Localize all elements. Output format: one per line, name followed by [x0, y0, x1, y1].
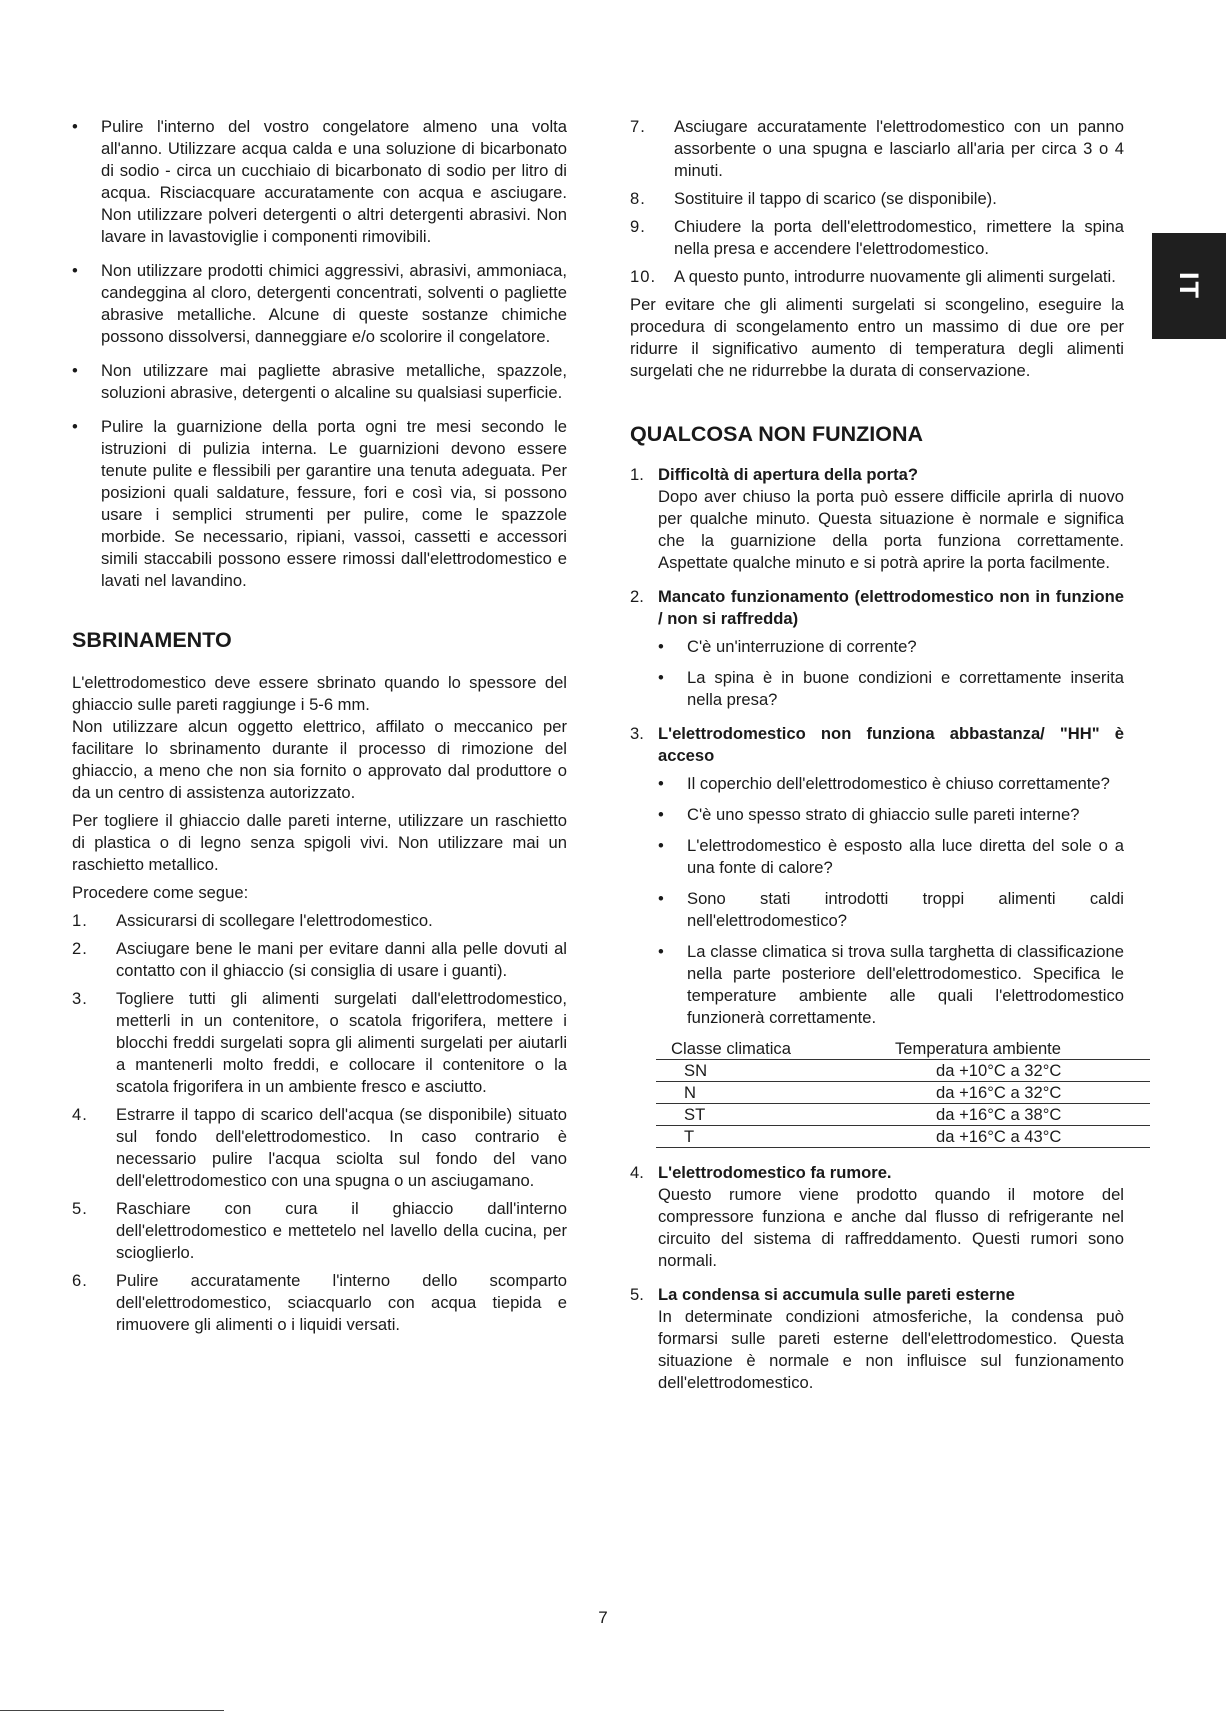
- footer-divider: [0, 1710, 224, 1711]
- list-item: [630, 116, 1124, 182]
- table-row: [656, 1104, 1150, 1126]
- problem-title: Mancato funzionamento (elettrodomestico non in funzione / non si raffredda): [658, 587, 1124, 628]
- step-text: Sostituire il tappo di scarico (se disponibile).: [674, 189, 997, 208]
- page-number: 7: [598, 1608, 608, 1627]
- section-heading-troubleshooting: QUALCOSA NON FUNZIONA: [630, 422, 924, 446]
- paragraph: Per evitare che gli alimenti surgelati si scongelino, eseguire la procedura di scongelamento entro un massimo di due ore per ridurre il significativo aumento di temperatura degli alimenti surgelati che ne ridurrebbe la durata di conservazione.: [630, 295, 1124, 380]
- paragraph: L'elettrodomestico deve essere sbrinato quando lo spessore del ghiaccio sulle pareti raggiunge i 5-6 mm.: [72, 673, 567, 714]
- paragraph: Per togliere il ghiaccio dalle pareti interne, utilizzare un raschietto di plastica o di legno senza spigoli vivi. Non utilizzare mai un raschietto metallico.: [72, 811, 567, 874]
- list-item: • Pulire l'interno del vostro congelatore almeno una volta all'anno. Utilizzare acqua calda e una soluzione di bicarbonato di sodio - circa un cucchiaio di bicarbonato di sodio per litro di acqua. Risciacquare accuratamente con acqua e asciugare. Non utilizzare polveri detergenti o altri detergenti abrasivi. Non lavare in lavastoviglie i componenti rimovibili.: [72, 116, 567, 248]
- list-item: [72, 910, 567, 932]
- list-item: • Non utilizzare mai pagliette abrasive metalliche, spazzole, soluzioni abrasive, detergenti o alcaline su qualsiasi superficie.: [72, 360, 567, 404]
- cell-temp: da +16°C a 38°C: [806, 1104, 1150, 1126]
- item-number: 3.: [630, 724, 644, 743]
- item-number: 1.: [630, 465, 644, 484]
- step-number: 1.: [72, 911, 88, 930]
- troubleshooting-list: [630, 464, 1124, 1394]
- step-number: 3.: [72, 989, 88, 1008]
- step-text: Chiudere la porta dell'elettrodomestico, rimettere la spina nella presa e accendere l'elettrodomestico.: [674, 217, 1124, 258]
- list-item: • C'è uno spesso strato di ghiaccio sulle pareti interne?: [658, 804, 1124, 826]
- left-column: [72, 116, 567, 1342]
- cell-class: SN: [656, 1060, 806, 1082]
- cell-class: T: [656, 1126, 806, 1148]
- cell-temp: da +16°C a 43°C: [806, 1126, 1150, 1148]
- step-number: 6.: [72, 1271, 88, 1290]
- step-number: 7.: [630, 117, 646, 136]
- paragraph: Procedere come segue:: [72, 883, 249, 902]
- header-climate-class: Classe climatica: [671, 1039, 791, 1058]
- step-text: Assicurarsi di scollegare l'elettrodomestico.: [116, 911, 433, 930]
- problem-answer: Dopo aver chiuso la porta può essere difficile aprirla di nuovo per qualche minuto. Questa situazione è normale e significa che la guarnizione della porta funziona correttamente. Aspettate qualche minuto e si potrà aprire la porta facilmente.: [658, 487, 1124, 572]
- check-list: [658, 636, 1124, 711]
- list-item: [72, 988, 567, 1098]
- list-item: [630, 586, 1124, 711]
- problem-answer: In determinate condizioni atmosferiche, la condensa può formarsi sulle pareti esterne dell'elettrodomestico. Questa situazione è normale e non influisce sul funzionamento dell'elettrodomestico.: [658, 1307, 1124, 1392]
- list-item: • Sono stati introdotti troppi alimenti caldi nell'elettrodomestico?: [658, 888, 1124, 932]
- language-tab-label: IT: [1174, 272, 1204, 300]
- list-item: [630, 1284, 1124, 1394]
- cell-class: N: [656, 1082, 806, 1104]
- step-text: Pulire accuratamente l'interno dello scomparto dell'elettrodomestico, sciacquarlo con acqua tiepida e rimuovere gli alimenti o i liquidi versati.: [116, 1271, 567, 1334]
- list-item: [630, 266, 1124, 288]
- problem-title: L'elettrodomestico non funziona abbastanza/ "HH" è acceso: [658, 724, 1124, 765]
- step-text: Asciugare bene le mani per evitare danni alla pelle dovuti al contatto con il ghiaccio (si consiglia di usare i guanti).: [116, 939, 567, 980]
- step-text: Togliere tutti gli alimenti surgelati dall'elettrodomestico, metterli in un contenitore, o scatola frigorifera, mettere i blocchi freddi surgelati sopra gli alimenti surgelati per aiutarli a mantenerli molto freddi, e collocare il contenitore o la scatola frigorifera in un ambiente fresco e asciutto.: [116, 989, 567, 1096]
- list-item: [72, 1104, 567, 1192]
- list-item: [630, 1162, 1124, 1272]
- header-ambient-temp: Temperatura ambiente: [894, 1039, 1062, 1058]
- paragraph: Non utilizzare alcun oggetto elettrico, affilato o meccanico per facilitare lo sbrinamento durante il processo di rimozione del ghiaccio, a meno che non sia fornito o approvato dal produttore o da un centro di assistenza autorizzato.: [72, 717, 567, 802]
- defrost-steps-continued: [630, 116, 1124, 288]
- step-number: 2.: [72, 939, 88, 958]
- item-number: 2.: [630, 587, 644, 606]
- table-row: [656, 1082, 1150, 1104]
- cell-class: ST: [656, 1104, 806, 1126]
- step-text: Estrarre il tappo di scarico dell'acqua (se disponibile) situato sul fondo dell'elettrodomestico. In caso contrario è necessario pulire l'acqua sciolta sul fondo del vano dell'elettrodomestico con una spugna o un asciugamano.: [116, 1105, 567, 1190]
- climate-class-table: [656, 1038, 1150, 1148]
- list-item: • Il coperchio dell'elettrodomestico è chiuso correttamente?: [658, 773, 1124, 795]
- right-column: [630, 116, 1124, 1406]
- list-item: [630, 723, 1124, 1148]
- problem-title: La condensa si accumula sulle pareti esterne: [658, 1285, 1015, 1304]
- list-item: [630, 216, 1124, 260]
- item-number: 4.: [630, 1163, 644, 1182]
- language-tab: [1152, 233, 1226, 339]
- problem-title: Difficoltà di apertura della porta?: [658, 465, 919, 484]
- cell-temp: da +10°C a 32°C: [806, 1060, 1150, 1082]
- list-item: [72, 938, 567, 982]
- step-number: 10.: [630, 267, 657, 286]
- check-list: [658, 773, 1124, 1029]
- step-text: Asciugare accuratamente l'elettrodomestico con un panno assorbente o una spugna e lasciarlo all'aria per circa 3 o 4 minuti.: [674, 117, 1124, 180]
- section-heading-sbrinamento: SBRINAMENTO: [72, 628, 232, 652]
- problem-title: L'elettrodomestico fa rumore.: [658, 1163, 892, 1182]
- list-item: • La spina è in buone condizioni e correttamente inserita nella presa?: [658, 667, 1124, 711]
- list-item: • C'è un'interruzione di corrente?: [658, 636, 1124, 658]
- list-item: [72, 1198, 567, 1264]
- cleaning-bullet-list: [72, 116, 567, 592]
- step-number: 9.: [630, 217, 646, 236]
- list-item: [630, 464, 1124, 574]
- list-item: • L'elettrodomestico è esposto alla luce diretta del sole o a una fonte di calore?: [658, 835, 1124, 879]
- defrost-steps-list: [72, 910, 567, 1336]
- list-item: • La classe climatica si trova sulla targhetta di classificazione nella parte posteriore dell'elettrodomestico. Specifica le temperature ambiente alle quali l'elettrodomestico funzionerà correttamente.: [658, 941, 1124, 1029]
- problem-answer: Questo rumore viene prodotto quando il motore del compressore funziona e anche dal flusso di refrigerante nel circuito del sistema di raffreddamento. Questi rumori sono normali.: [658, 1185, 1124, 1270]
- list-item: • Pulire la guarnizione della porta ogni tre mesi secondo le istruzioni di pulizia interna. Le guarnizioni devono essere tenute pulite e flessibili per garantire una tenuta adeguata. Per posizioni quali saldature, fessure, fori e così via, si possono usare i semplici strumenti per pulire, come le spazzole morbide. Se necessario, ripiani, vassoi, cassetti e accessori simili staccabili possono essere rimossi dall'elettrodomestico e lavati nel lavandino.: [72, 416, 567, 592]
- step-text: A questo punto, introdurre nuovamente gli alimenti surgelati.: [674, 267, 1116, 286]
- step-text: Raschiare con cura il ghiaccio dall'interno dell'elettrodomestico e mettetelo nel lavello della cucina, per scioglierlo.: [116, 1199, 567, 1262]
- list-item: [630, 188, 1124, 210]
- step-number: 5.: [72, 1199, 88, 1218]
- list-item: • Non utilizzare prodotti chimici aggressivi, abrasivi, ammoniaca, candeggina al cloro, detergenti concentrati, solventi o pagliette abrasive metalliche. Alcune di queste sostanze chimiche possono dissolversi, danneggiare e/o scolorire il congelatore.: [72, 260, 567, 348]
- item-number: 5.: [630, 1285, 644, 1304]
- step-number: 4.: [72, 1105, 88, 1124]
- list-item: [72, 1270, 567, 1336]
- cell-temp: da +16°C a 32°C: [806, 1082, 1150, 1104]
- table-row: [656, 1126, 1150, 1148]
- table-header-row: [656, 1038, 1150, 1060]
- step-number: 8.: [630, 189, 646, 208]
- table-row: [656, 1060, 1150, 1082]
